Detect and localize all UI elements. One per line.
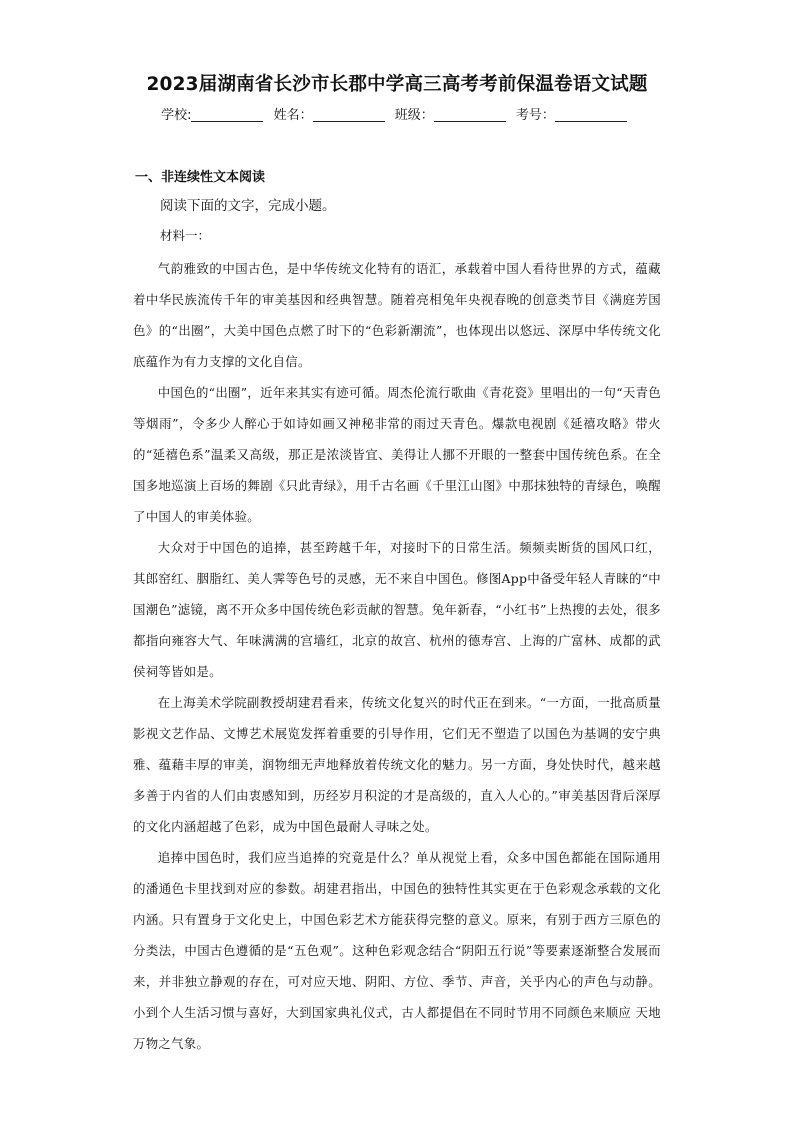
- passage-paragraph-2: 中国色的“出圈”，近年来其实有迹可循。周杰伦流行歌曲《青花瓷》里唱出的一句“天青色等烟雨”，令多少人醉心于如诗如画又神秘非常的雨过天青色。爆款电视剧《延禧攻略》带火的“延禧色系”温柔又高级，那正是浓淡皆宜、美得让人挪不开眼的一整套中国传统色系。在全国多地巡演上百场的舞剧《只此青绿》，用千古名画《千里江山图》中那抹独特的青绿色，唤醒了中国人的审美体验。: [133, 385, 661, 524]
- instruction-text: 阅读下面的文字，完成小题。: [160, 198, 336, 214]
- passage-paragraph-5: 追捧中国色时，我们应当追捧的究竟是什么？单从视觉上看，众多中国色都能在国际通用的潘通色卡里找到对应的参数。胡建君指出，中国色的独特性其实更在于色彩观念承载的文化内涵。只有置身于文化史上，中国色彩艺术方能获得完整的意义。原来，有别于西方三原色的分类法，中国古色遵循的是“五色观”。这种色彩观念结合“阴阳五行说”等要素逐渐整合发展而来，并非独立静观的存在，可对应天地、阴阳、方位、季节、声音，关乎内心的声色与动静。小到个人生活习惯与喜好，大到国家典礼仪式，古人都提倡在不同时节用不同颜色来顺应 天地万物之气象。: [133, 850, 661, 1051]
- school-label: 学校:: [161, 108, 192, 123]
- exam-number-blank[interactable]: [555, 107, 627, 122]
- section-heading: 一、非连续性文本阅读: [135, 170, 266, 185]
- document-title: 2023届湖南省长沙市长郡中学高三高考考前保温卷语文试题: [146, 74, 648, 95]
- school-blank[interactable]: [191, 107, 263, 122]
- student-info-line: [0, 104, 794, 123]
- class-blank[interactable]: [434, 107, 506, 122]
- material-label: 材料一：: [160, 228, 211, 243]
- name-blank[interactable]: [313, 107, 385, 122]
- passage-paragraph-1: 气韵雅致的中国古色，是中华传统文化特有的语汇，承载着中国人看待世界的方式，蕴藏着中华民族流传千年的审美基因和经典智慧。随着亮相兔年央视春晚的创意类节目《满庭芳国色》的“出圈”，大美中国色点燃了时下的“色彩新潮流”，也体现出以悠远、深厚中华传统文化底蕴作为有力支撑的文化自信。: [133, 261, 661, 369]
- passage-paragraph-4: 在上海美术学院副教授胡建君看来，传统文化复兴的时代正在到来。“一方面，一批高质量影视文艺作品、文博艺术展览发挥着重要的引导作用，它们无不塑造了以国色为基调的安宁典雅、蕴藉丰厚的审美，润物细无声地释放着传统文化的魅力。另一方面，身处快时代，越来越多善于内省的人们由衷感知到，历经岁月积淀的才是高级的，直入人心的。”审美基因背后深厚的文化内涵超越了色彩，成为中国色最耐人寻味之处。: [133, 695, 661, 834]
- name-label: 姓名：: [273, 108, 313, 123]
- passage-body: [133, 253, 661, 1059]
- passage-paragraph-3: 大众对于中国色的追捧，甚至跨越千年，对接时下的日常生活。频频卖断货的国风口红，其郎窑红、胭脂红、美人霁等色号的灵感，无不来自中国色。修图App中备受年轻人青睐的“中国潮色”滤镜，离不开众多中国传统色彩贡献的智慧。兔年新春，“小红书”上热搜的去处，很多都指向雍容大气、年味满满的宫墙红，北京的故宫、杭州的德寿宫、上海的广富林、成都的武侯祠等皆如是。: [133, 540, 661, 679]
- class-label: 班级：: [394, 108, 434, 123]
- exam-number-label: 考号：: [515, 108, 555, 123]
